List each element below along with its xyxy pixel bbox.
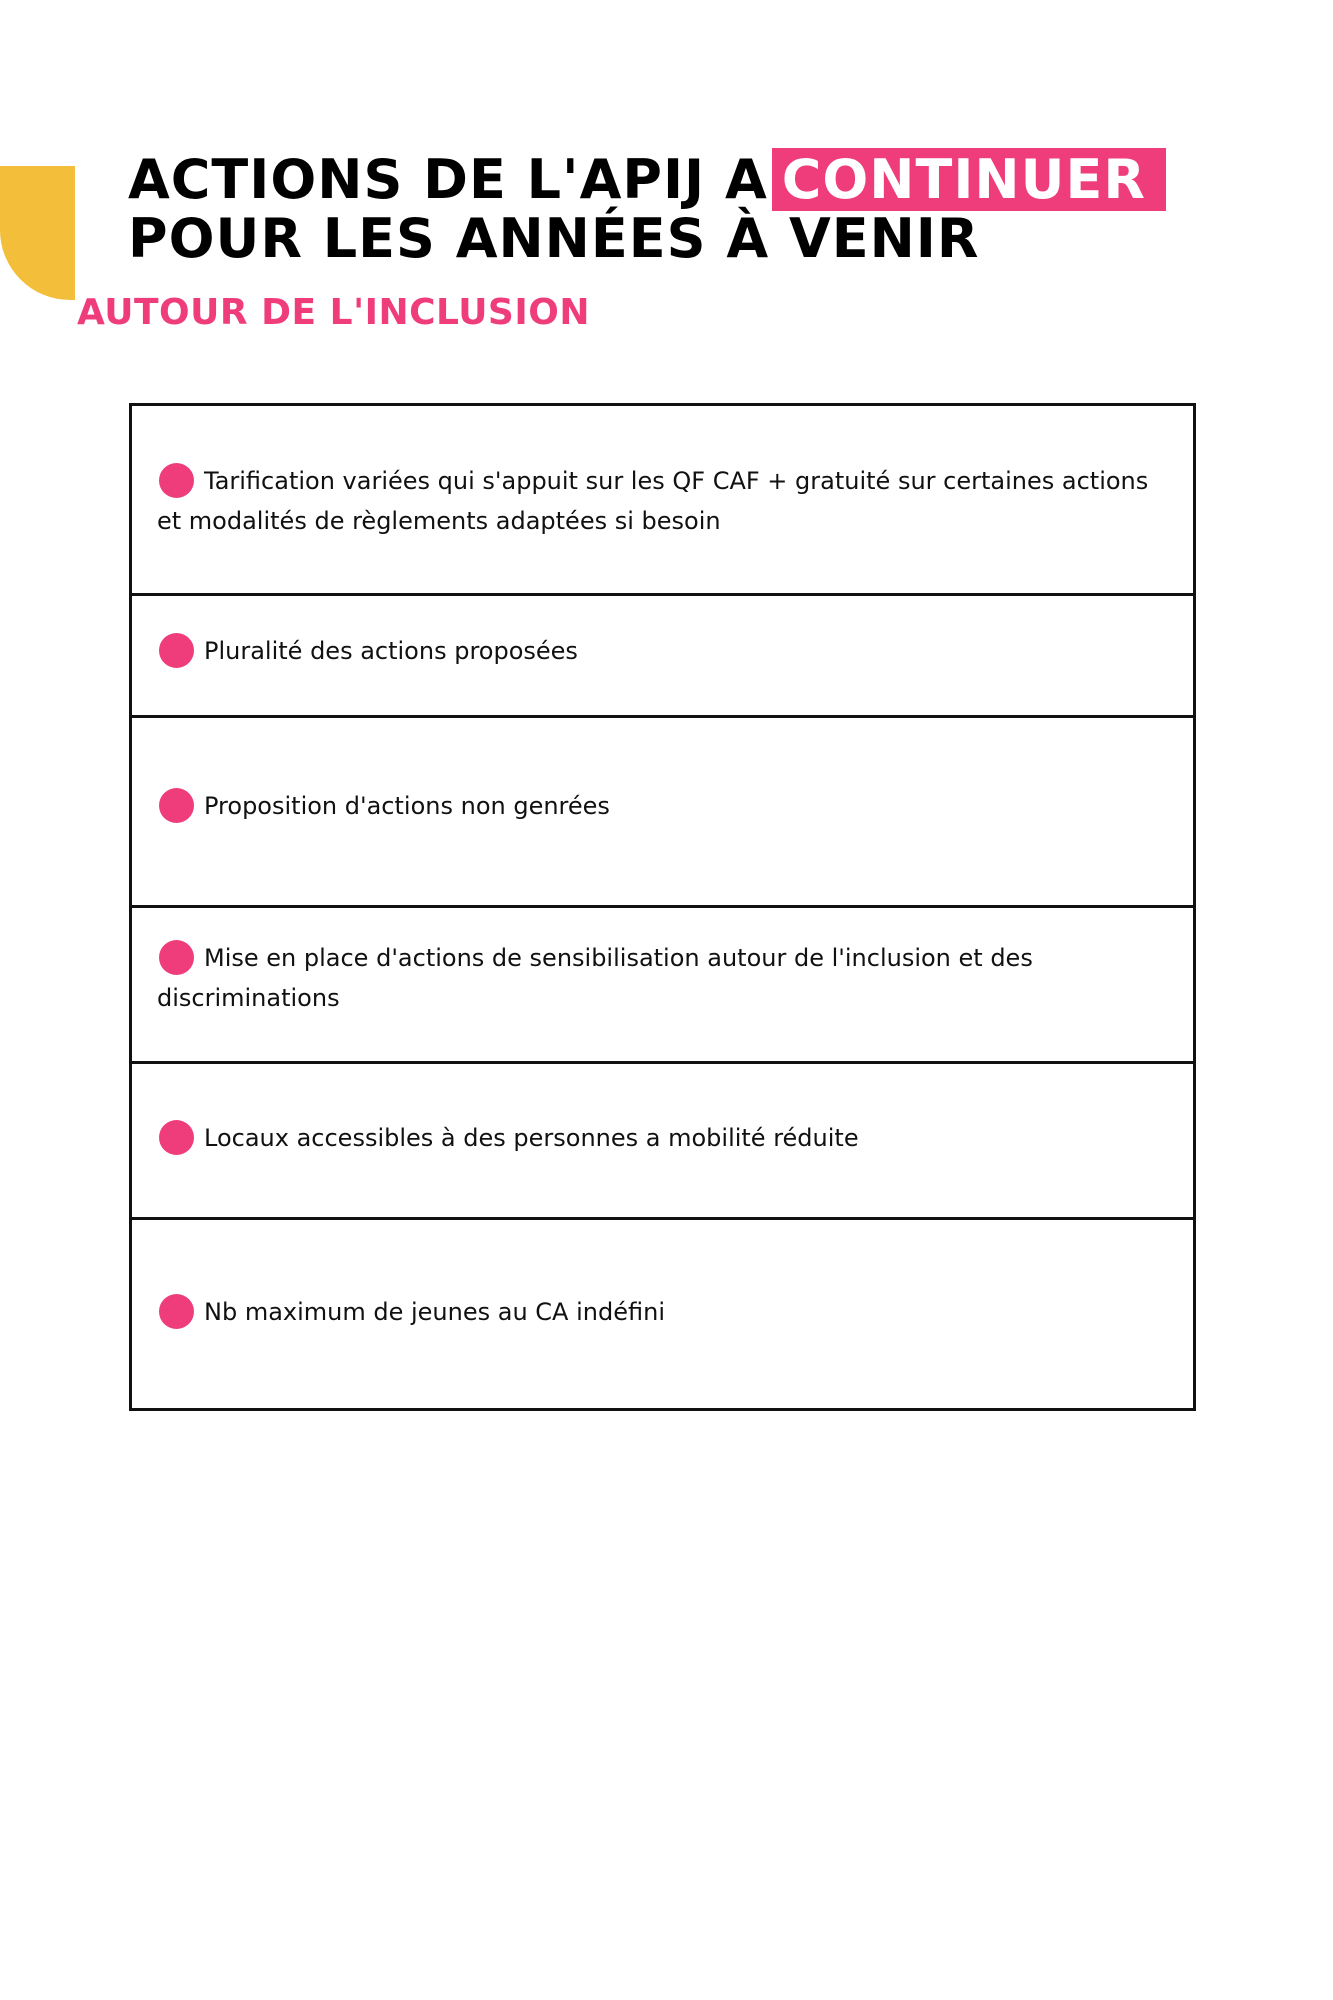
table-row [132,718,1193,908]
row-content [157,461,1153,541]
row-content [157,1292,1153,1332]
table-row [132,908,1193,1064]
actions-table [129,403,1196,1411]
title-line-1: ACTIONS DE L'APIJ A [128,148,768,211]
row-content [157,1118,1153,1158]
table-row [132,596,1193,718]
title-highlight: CONTINUER [772,148,1166,211]
title-line-2: POUR LES ANNÉES À VENIR [128,207,980,270]
row-content [157,938,1153,1018]
pink-dot-icon [159,633,194,668]
pink-dot-icon [159,788,194,823]
row-text: Pluralité des actions proposées [204,637,578,665]
page-title [128,150,1166,268]
pink-dot-icon [159,940,194,975]
table-row [132,1064,1193,1220]
row-text: Mise en place d'actions de sensibilisation autour de l'inclusion et des discriminations [157,944,1033,1012]
row-text: Locaux accessibles à des personnes a mobilité réduite [204,1124,859,1152]
yellow-tab-decoration [0,166,75,300]
row-content [157,786,1153,826]
row-text: Tarification variées qui s'appuit sur les QF CAF + gratuité sur certaines actions et modalités de règlements adaptées si besoin [157,467,1149,535]
table-row [132,406,1193,596]
table-row [132,1220,1193,1408]
section-subtitle: AUTOUR DE L'INCLUSION [77,292,590,333]
pink-dot-icon [159,1120,194,1155]
row-content [157,631,1153,671]
pink-dot-icon [159,463,194,498]
row-text: Proposition d'actions non genrées [204,792,610,820]
pink-dot-icon [159,1294,194,1329]
row-text: Nb maximum de jeunes au CA indéfini [204,1298,665,1326]
